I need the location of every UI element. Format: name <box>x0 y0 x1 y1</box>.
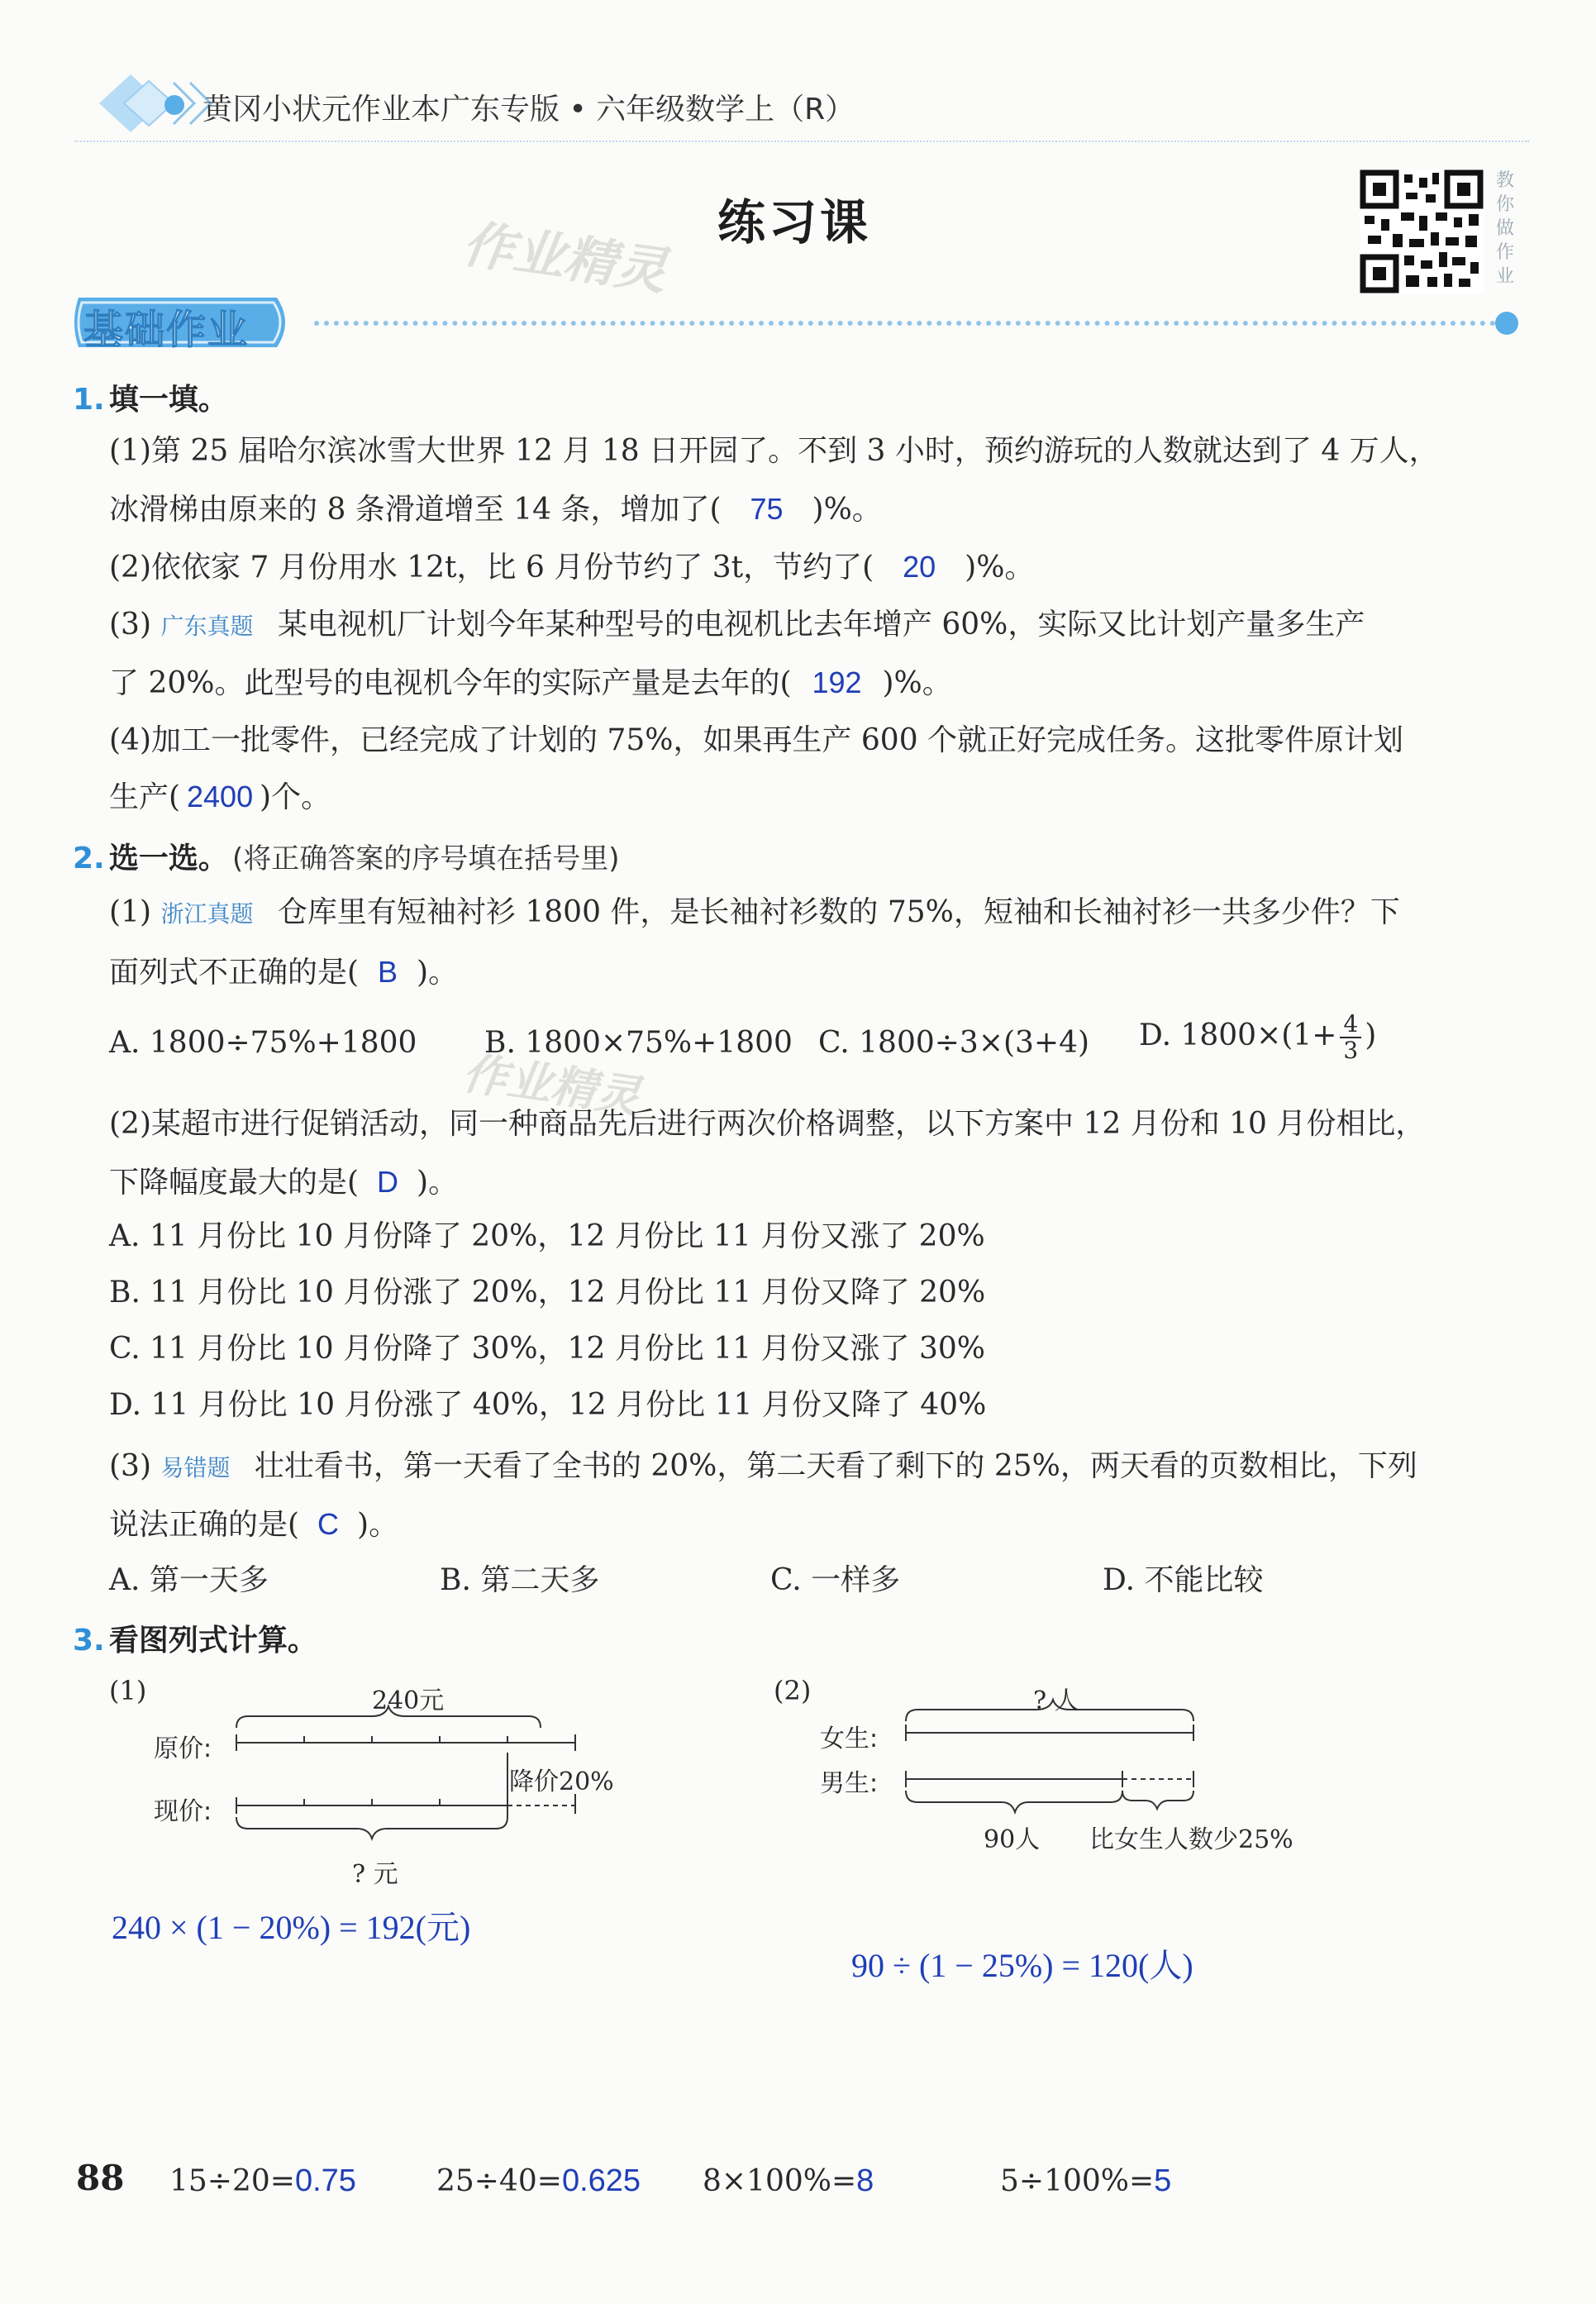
q1-title: 填一填。 <box>108 383 228 417</box>
footer-calc-3: 8×100%=8 <box>703 2163 874 2198</box>
q3-fig2 <box>760 1670 1355 1868</box>
q2-s3-answer: C <box>317 1507 340 1541</box>
fig2-left-bottom-label: 90人 <box>984 1825 1041 1854</box>
q1-p4-line1: (4)加工一批零件，已经完成了计划的 75%，如果再生产 600 个就正好完成任务。这批零件原计划 <box>109 723 1404 757</box>
fig2-row1-label: 女生: <box>820 1724 879 1753</box>
fig2-right-bottom-label: 比女生人数少25% <box>1089 1825 1293 1854</box>
q1-p1-line2: 冰滑梯由原来的 8 条滑道增至 14 条，增加了( 75 )%。 <box>109 489 882 530</box>
fig1-answer: 240 × (1 − 20%) = 192(元) <box>112 1909 471 1946</box>
q3-fig1 <box>99 1670 628 1910</box>
q1-number: 1. <box>73 383 105 417</box>
fig1-label: (1) <box>109 1675 147 1706</box>
watermark: 作业精灵 <box>459 213 671 302</box>
fig2-answer: 90 ÷ (1 − 25%) = 120(人) <box>851 1947 1193 1984</box>
q2-s2-option-d: D. 11 月份比 10 月份涨了 40%，12 月份比 11 月份又降了 40% <box>109 1388 987 1422</box>
q2-s2-line1: (2)某超市进行促销活动，同一种商品先后进行两次价格调整，以下方案中 12 月份和 10 月份相比， <box>109 1107 1426 1141</box>
fig1-top-label: 240元 <box>372 1686 445 1715</box>
banner-dotted-rule <box>314 321 1496 326</box>
footer-calc-1: 15÷20=0.75 <box>169 2163 356 2198</box>
page-title: 练习课 <box>717 194 872 250</box>
q2-s3-tag: 易错题 <box>160 1454 231 1481</box>
header-rule <box>74 141 1529 142</box>
q1-p3-line1: (3) 广东真题 某电视机厂计划今年某种型号的电视机比去年增产 60%，实际又比计划产量多生产 <box>109 608 1365 642</box>
footer-calc-2: 25÷40=0.625 <box>436 2163 641 2198</box>
q2-s2-option-a: A. 11 月份比 10 月份降了 20%，12 月份比 11 月份又涨了 20% <box>109 1219 985 1253</box>
q2-s1-answer: B <box>378 955 398 989</box>
q2-heading <box>73 835 619 877</box>
q1-p3-line2: 了 20%。此型号的电视机今年的实际产量是去年的( 192 )%。 <box>109 663 952 704</box>
fig1-bottom-label: ? 元 <box>352 1860 398 1889</box>
q3-number: 3. <box>73 1624 105 1658</box>
q2-s1-line1: (1) 浙江真题 仓库里有短袖衬衫 1800 件，是长袖衬衫数的 75%，短袖和长袖衬衫一共多少件？下 <box>109 895 1400 929</box>
watermark-2: 作业精灵 <box>460 1047 644 1123</box>
q1-heading <box>73 376 228 418</box>
q2-s1-options <box>109 1010 1564 1073</box>
qr-side-text: 教 你 做 作 业 <box>1495 170 1514 287</box>
q2-s1-option-b: B. 1800×75%+1800 <box>484 1026 793 1060</box>
q2-s1-tag: 浙江真题 <box>160 900 254 928</box>
section-banner-text: 基础作业 <box>83 307 250 353</box>
q1-p2-line: (2)依依家 7 月份用水 12t，比 6 月份节约了 3t，节约了( 20 )%。 <box>109 547 1034 588</box>
fig2-row2-label: 男生: <box>820 1769 879 1798</box>
q2-s3-line2: 说法正确的是( C )。 <box>109 1505 398 1545</box>
section-banner <box>70 291 302 354</box>
q2-s1-line2: 面列式不正确的是( B )。 <box>109 952 458 993</box>
q2-title: 选一选。 <box>108 842 228 875</box>
q2-s1-option-c: C. 1800÷3×(3+4) <box>818 1026 1090 1060</box>
fig1-segment-diagram <box>99 1670 628 1910</box>
header-bar <box>0 66 1596 141</box>
q1-p1-line1: (1)第 25 届哈尔滨冰雪大世界 12 月 18 日开园了。不到 3 小时，预约游玩的人数就达到了 4 万人， <box>109 434 1439 468</box>
q2-s2-line2: 下降幅度最大的是( D )。 <box>109 1162 458 1203</box>
banner-end-dot-icon <box>1493 309 1521 337</box>
q2-s3-option-b: B. 第二天多 <box>440 1563 600 1597</box>
q1-p2-answer: 20 <box>903 550 936 584</box>
q2-s2-answer: D <box>377 1165 399 1199</box>
fig1-discount-label: 降价20% <box>509 1767 614 1796</box>
q1-p4-line2: 生产( 2400 )个。 <box>109 777 331 818</box>
fig2-label: (2) <box>774 1675 812 1706</box>
q2-s3-options <box>109 1561 1514 1602</box>
q2-s2-option-c: C. 11 月份比 10 月份降了 30%，12 月份比 11 月份又涨了 30% <box>109 1332 985 1366</box>
q2-s1-option-d: D. 1800×(1+ $\frac{4}{3}$ ) <box>1139 1010 1377 1064</box>
page-number: 88 <box>76 2158 125 2198</box>
fig2-top-label: ? 人 <box>1033 1686 1079 1715</box>
q2-s1-option-a: A. 1800÷75%+1800 <box>109 1026 417 1060</box>
fig1-row1-label: 原价: <box>154 1734 212 1763</box>
q1-p3-tag: 广东真题 <box>160 613 254 640</box>
fig2-segment-diagram <box>760 1670 1355 1868</box>
q1-p4-answer: 2400 <box>187 780 254 813</box>
q3-heading <box>73 1617 317 1659</box>
footer-calc-4: 5÷100%=5 <box>1000 2163 1172 2198</box>
fig1-row2-label: 现价: <box>154 1797 212 1826</box>
q2-s3-line1: (3) 易错题 壮壮看书，第一天看了全书的 20%，第二天看了剩下的 25%，两天看的页数相比，下列 <box>109 1449 1417 1483</box>
qr-code-icon <box>1360 169 1484 293</box>
fraction: $\frac{4}{3}$ <box>1340 1012 1361 1063</box>
q2-number: 2. <box>73 842 105 875</box>
q2-s3-option-a: A. 第一天多 <box>109 1563 269 1597</box>
q2-s3-option-d: D. 不能比较 <box>1103 1563 1264 1597</box>
q3-title: 看图列式计算。 <box>108 1624 317 1658</box>
q2-s2-option-b: B. 11 月份比 10 月份涨了 20%，12 月份比 11 月份又降了 20% <box>109 1276 986 1309</box>
q1-p1-answer: 75 <box>750 492 784 526</box>
bullet-dot-icon <box>162 93 187 117</box>
q2-s3-option-c: C. 一样多 <box>770 1563 901 1597</box>
q2-title-note: (将正确答案的序号填在括号里) <box>231 842 620 875</box>
q1-p3-answer: 192 <box>812 665 862 699</box>
header-text: 黄冈小状元作业本广东专版 • 六年级数学上（R） <box>202 93 855 126</box>
